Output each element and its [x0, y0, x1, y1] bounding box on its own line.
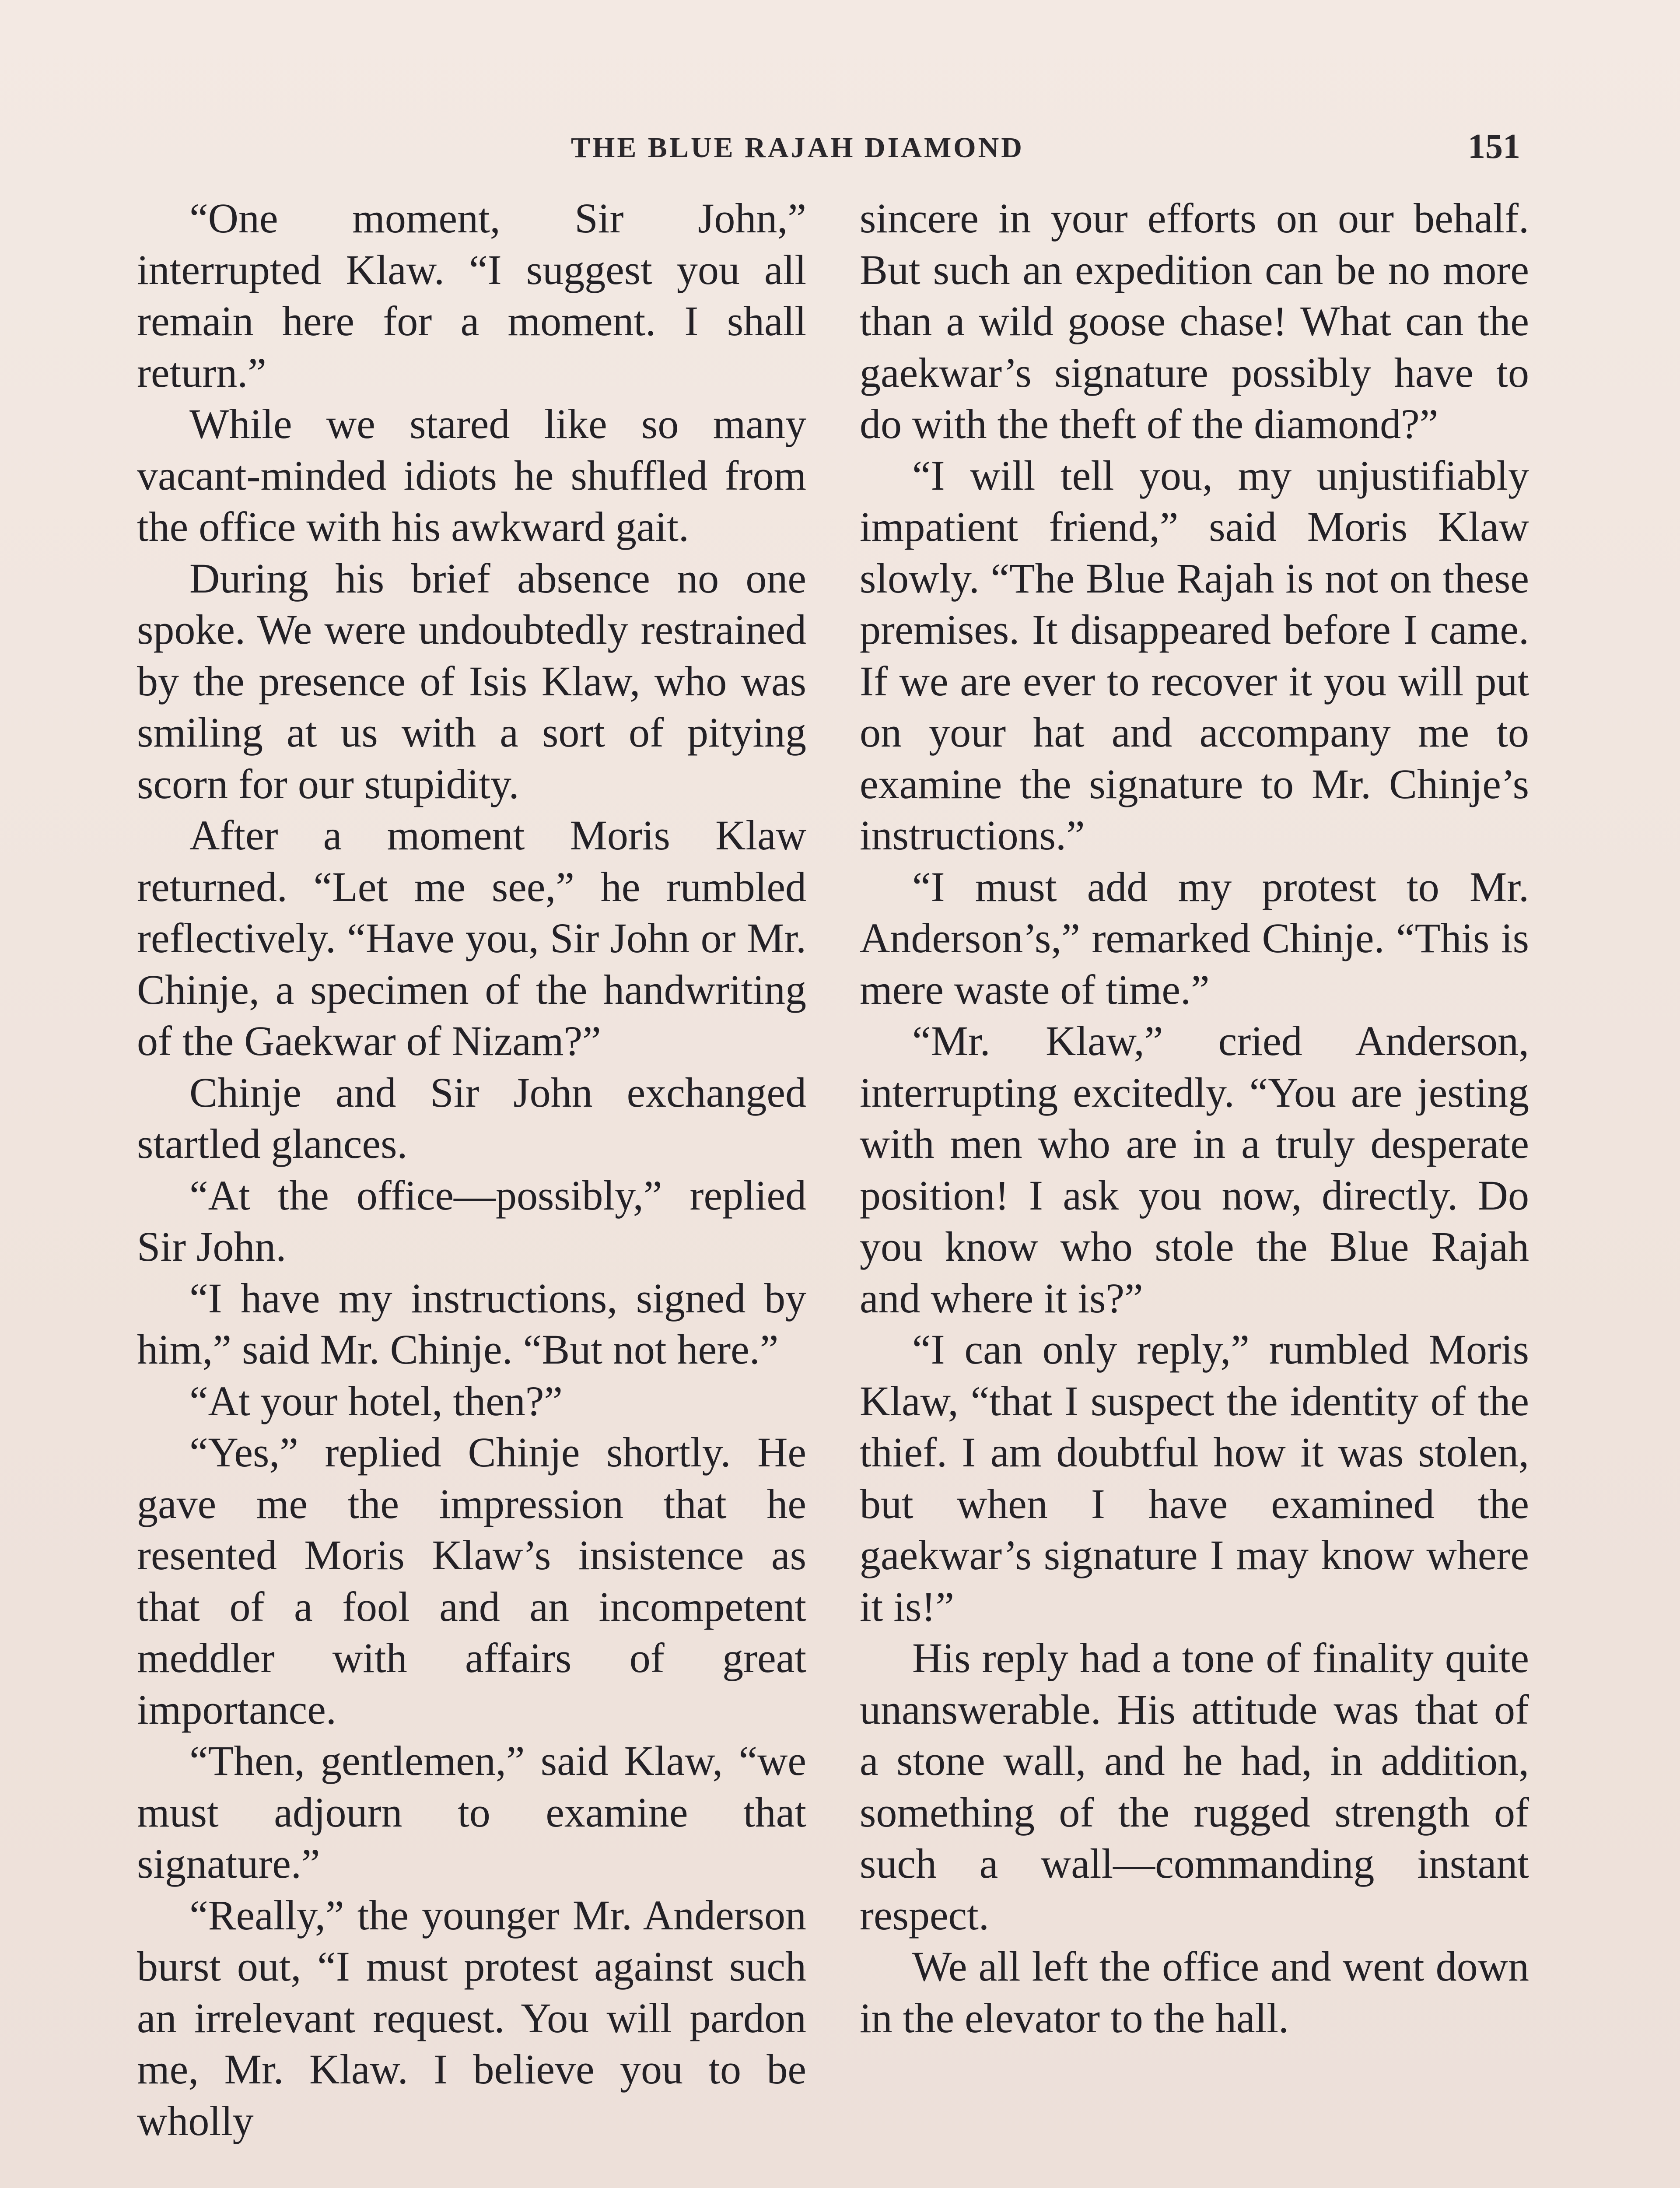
paragraph: After a moment Moris Klaw returned. “Let me see,” he rumbled reflectively. “Have you, Sir John or Mr. Chinje, a specimen of the handwriting of the Gaekwar of Nizam?”	[137, 812, 806, 1064]
paragraph: During his brief absence no one spoke. We were undoubtedly restrained by the presence of Isis Klaw, who was smiling at us with a sort of pitying scorn for our stupidity.	[137, 554, 806, 807]
paragraph: “At the office—possibly,” replied Sir John.	[137, 1171, 806, 1270]
paragraph: “Yes,” replied Chinje shortly. He gave me the impression that he resented Moris Klaw’s insistence as that of a fool and an incompetent meddler with affairs of great importance.	[137, 1429, 806, 1733]
page-number: 151	[1468, 127, 1520, 166]
paragraph: “I must add my protest to Mr. Anderson’s,” remarked Chinje. “This is mere waste of time.”	[860, 863, 1529, 1013]
paragraph: “I have my instructions, signed by him,” said Mr. Chinje. “But not here.”	[137, 1274, 806, 1373]
paragraph: Chinje and Sir John exchanged startled glances.	[137, 1069, 806, 1167]
paragraph: We all left the office and went down in the elevator to the hall.	[860, 1943, 1529, 2041]
paragraph: His reply had a tone of finality quite unanswerable. His attitude was that of a stone wall, and he had, in addition, something of the rugged strength of such a wall—commanding instant respect.	[860, 1634, 1529, 1939]
left-column	[137, 193, 806, 2146]
paragraph: While we stared like so many vacant-minded idiots he shuffled from the office with his awkward gait.	[137, 400, 806, 550]
paragraph: “Mr. Klaw,” cried Anderson, interrupting excitedly. “You are jesting with men who are in a truly desperate position! I ask you now, directly. Do you know who stole the Blue Rajah and where it is?”	[860, 1017, 1529, 1322]
paragraph: “One moment, Sir John,” interrupted Klaw. “I suggest you all remain here for a moment. I shall return.”	[137, 195, 806, 396]
paragraph-continued: sincere in your efforts on our behalf. But such an expedition can be no more than a wild goose chase! What can the gaekwar’s signature possibly have to do with the theft of the diamond?”	[860, 195, 1529, 447]
running-title: THE BLUE RAJAH DIAMOND	[571, 132, 1024, 164]
paragraph: “Then, gentlemen,” said Klaw, “we must adjourn to examine that signature.”	[137, 1737, 806, 1887]
paragraph: “I can only reply,” rumbled Moris Klaw, “that I suspect the identity of the thief. I am doubtful how it was stolen, but when I have examined the gaekwar’s signature I may know where it is!”	[860, 1326, 1529, 1630]
paragraph: “I will tell you, my unjustifiably impatient friend,” said Moris Klaw slowly. “The Blue Rajah is not on these premises. It disappeared before I came. If we are ever to recover it you will put on your hat and accompany me to examine the signature to Mr. Chinje’s instructions.”	[860, 452, 1529, 859]
paragraph: “Really,” the younger Mr. Anderson burst out, “I must protest against such an irrelevant request. You will pardon me, Mr. Klaw. I believe you to be wholly	[137, 1891, 806, 2144]
paragraph: “At your hotel, then?”	[189, 1377, 563, 1424]
right-column	[860, 193, 1529, 2044]
